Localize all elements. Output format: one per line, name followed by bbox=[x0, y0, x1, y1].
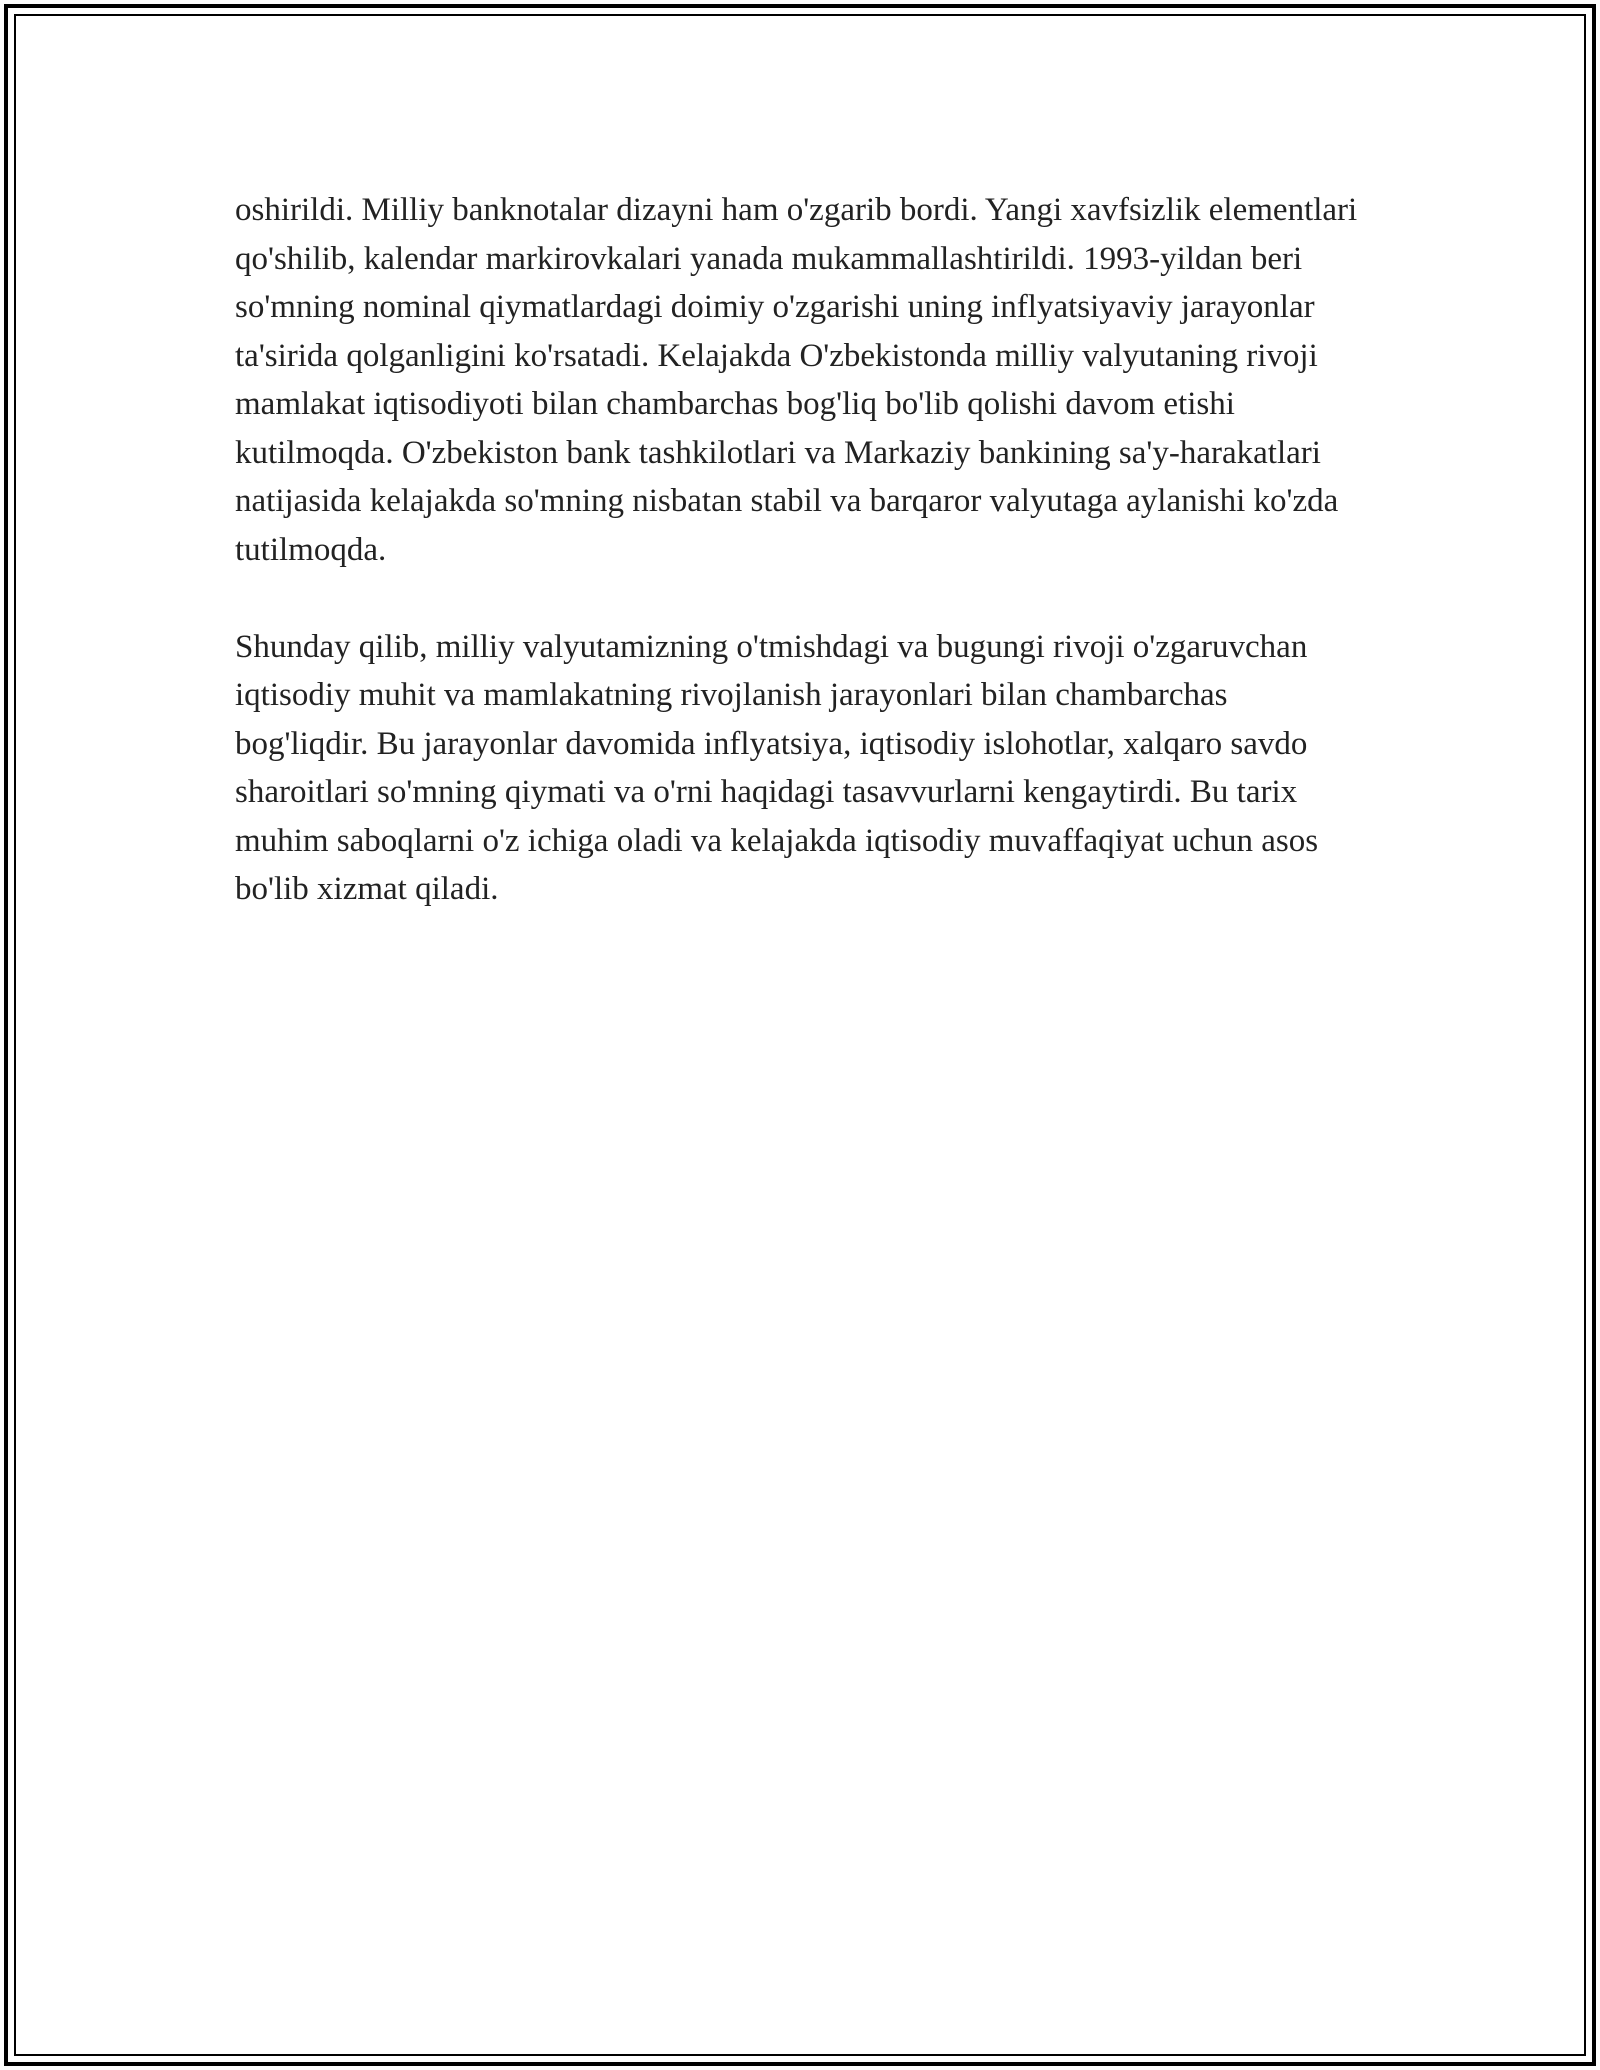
paragraph-2: Shunday qilib, milliy valyutamizning o'tmishdagi va bugungi rivoji o'zgaruvchan iqtisodiy muhit va mamlakatning rivojlanish jarayonlari bilan chambarchas bog'liqdir. Bu jarayonlar davomida inflyatsiya, iqtisodiy islohotlar, xalqaro savdo sharoitlari so'mning qiymati va o'rni haqidagi tasavvurlarni kengaytirdi. Bu tarix muhim saboqlarni o'z ichiga oladi va kelajakda iqtisodiy muvaffaqiyat uchun asos bo'lib xizmat qiladi. bbox=[235, 628, 1319, 907]
document-body bbox=[235, 186, 1365, 962]
paragraph-1: oshirildi. Milliy banknotalar dizayni ham o'zgarib bordi. Yangi xavfsizlik elementlari qo'shilib, kalendar markirovkalari yanada mukammallashtirildi. 1993-yildan beri so'mning nominal qiymatlardagi doimiy o'zgarishi uning inflyatsiyaviy jarayonlar ta'sirida qolganligini ko'rsatadi. Kelajakda O'zbekistonda milliy valyutaning rivoji mamlakat iqtisodiyoti bilan chambarchas bog'liq bo'lib qolishi davom etishi kutilmoqda. O'zbekiston bank tashkilotlari va Markaziy bankining sa'y-harakatlari natijasida kelajakda so'mning nisbatan stabil va barqaror valyutaga aylanishi ko'zda tutilmoqda. bbox=[235, 192, 1358, 568]
